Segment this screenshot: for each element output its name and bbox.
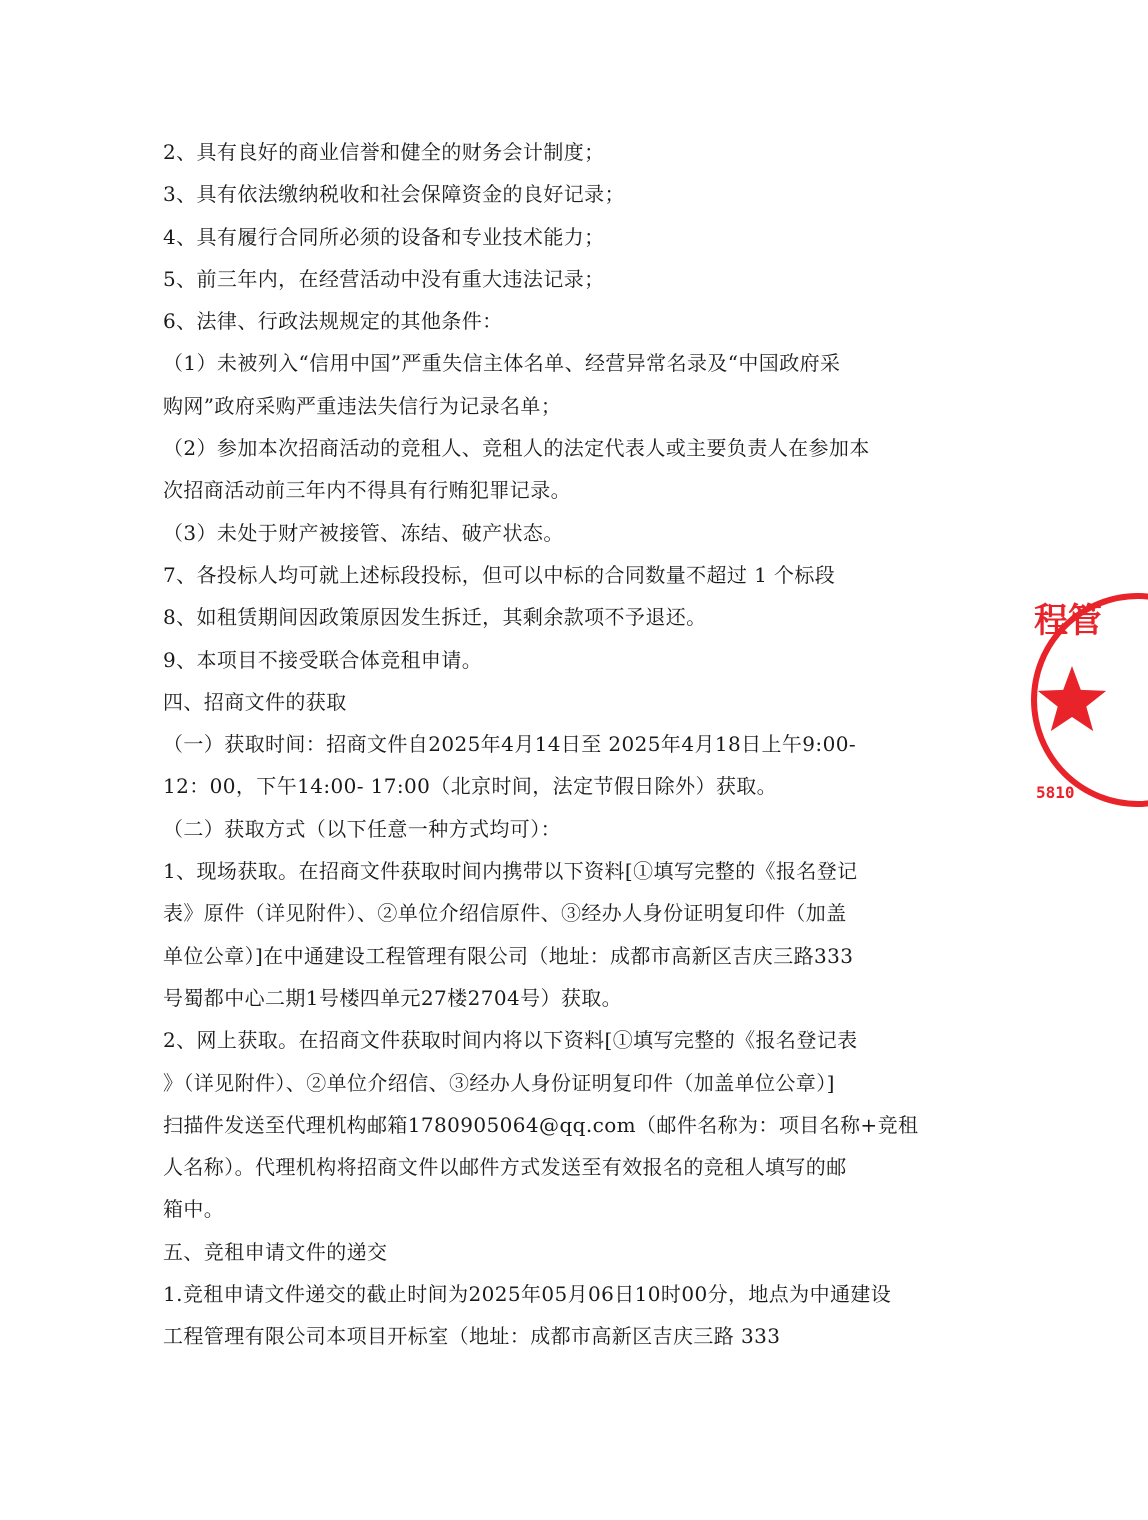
text-line: 单位公章）]在中通建设工程管理有限公司（地址：成都市高新区吉庆三路333: [163, 943, 854, 968]
document-body: [163, 131, 923, 1358]
section-heading: 五、竞租申请文件的递交: [163, 1239, 388, 1264]
text-line: 6、法律、行政法规规定的其他条件：: [163, 309, 503, 334]
text-line: 》（详见附件）、②单位介绍信、③经办人身份证明复印件（加盖单位公章）]: [163, 1070, 835, 1095]
text-line: 3、具有依法缴纳税收和社会保障资金的良好记录；: [163, 182, 625, 207]
text-line: （1）未被列入“信用中国”严重失信主体名单、经营异常名录及“中国政府采: [163, 351, 841, 376]
text-line: 1、现场获取。在招商文件获取时间内携带以下资料[①填写完整的《报名登记: [163, 859, 858, 884]
svg-text:程管: 程管: [1034, 601, 1102, 641]
text-line: 扫描件发送至代理机构邮箱1780905064@qq.com（邮件名称为：项目名称+竞租: [163, 1112, 919, 1137]
text-line: 12：00，下午14:00- 17:00（北京时间，法定节假日除外）获取。: [163, 774, 778, 799]
text-line: 2、具有良好的商业信誉和健全的财务会计制度；: [163, 140, 605, 164]
text-line: 7、各投标人均可就上述标段投标，但可以中标的合同数量不超过 1 个标段: [163, 562, 836, 587]
text-line: （2）参加本次招商活动的竞租人、竞租人的法定代表人或主要负责人在参加本: [163, 436, 870, 461]
text-line: 9、本项目不接受联合体竞租申请。: [163, 647, 483, 672]
text-line: 2、网上获取。在招商文件获取时间内将以下资料[①填写完整的《报名登记表: [163, 1028, 858, 1053]
text-line: 号蜀都中心二期1号楼四单元27楼2704号）获取。: [163, 985, 623, 1010]
text-line: 表》原件（详见附件）、②单位介绍信原件、③经办人身份证明复印件（加盖: [163, 901, 847, 926]
text-line: 人名称）。代理机构将招商文件以邮件方式发送至有效报名的竞租人填写的邮: [163, 1155, 847, 1180]
text-line: 购网”政府采购严重违法失信行为记录名单；: [163, 393, 562, 418]
text-line: 次招商活动前三年内不得具有行贿犯罪记录。: [163, 478, 571, 503]
seal-stamp: [1028, 590, 1148, 810]
section-heading: 四、招商文件的获取: [163, 689, 347, 714]
text-line: 工程管理有限公司本项目开标室（地址：成都市高新区吉庆三路 333: [163, 1324, 781, 1349]
text-line: （二）获取方式（以下任意一种方式均可）：: [163, 816, 561, 841]
text-line: 8、如租赁期间因政策原因发生拆迁，其剩余款项不予退还。: [163, 605, 707, 630]
text-line: 5、前三年内，在经营活动中没有重大违法记录；: [163, 266, 605, 291]
text-line: 1.竞租申请文件递交的截止时间为2025年05月06日10时00分，地点为中通建设: [163, 1282, 892, 1307]
text-line: 4、具有履行合同所必须的设备和专业技术能力；: [163, 224, 605, 249]
text-line: 箱中。: [163, 1197, 225, 1222]
text-line: （3）未处于财产被接管、冻结、破产状态。: [163, 520, 564, 545]
text-line: （一）获取时间：招商文件自2025年4月14日至 2025年4月18日上午9:00-: [163, 732, 856, 757]
svg-text:5810: 5810: [1036, 783, 1075, 802]
